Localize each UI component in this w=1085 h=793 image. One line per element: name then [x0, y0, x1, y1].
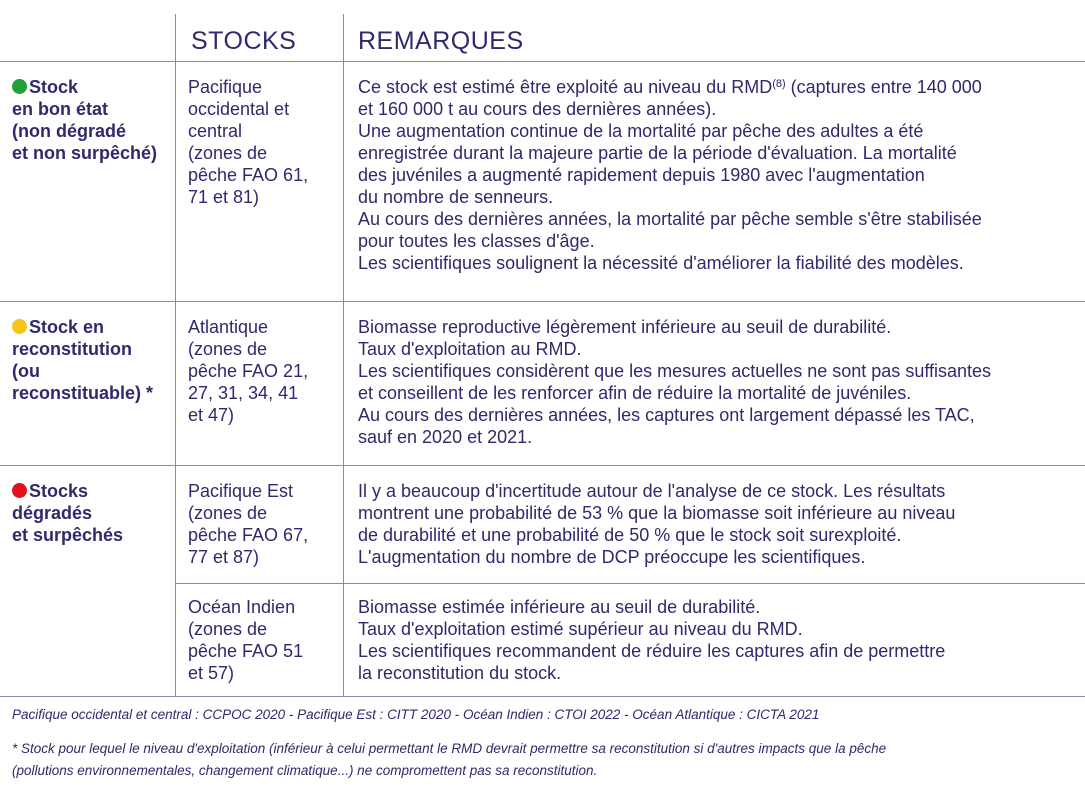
remarks-ocean-indien: [358, 596, 945, 684]
stock-pacifique-occidental: [188, 76, 308, 208]
stock-line: 71 et 81): [188, 187, 260, 207]
stock-line: pêche FAO 67,: [188, 525, 309, 545]
remark-line: Les scientifiques recommandent de réduire les captures afin de permettre: [358, 641, 946, 661]
stock-line: central: [188, 121, 243, 141]
remark-line: Au cours des dernières années, la mortalité par pêche semble s'être stabilisée: [358, 209, 982, 229]
remark-line: pour toutes les classes d'âge.: [358, 231, 595, 251]
remark-line: sauf en 2020 et 2021.: [358, 427, 533, 447]
remark-line: Les scientifiques soulignent la nécessité d'améliorer la fiabilité des modèles.: [358, 253, 964, 273]
remark-line: et 160 000 t au cours des dernières années).: [358, 99, 717, 119]
remark-line: Une augmentation continue de la mortalité par pêche des adultes a été: [358, 121, 924, 141]
remark-line: du nombre de senneurs.: [358, 187, 554, 207]
remark-line: Taux d'exploitation estimé supérieur au niveau du RMD.: [358, 619, 803, 639]
remarks-atlantique: [358, 316, 991, 448]
remark-line: Il y a beaucoup d'incertitude autour de l'analyse de ce stock. Les résultats: [358, 481, 946, 501]
footnote-ref: (8): [772, 78, 786, 90]
stock-pacifique-est: [188, 480, 308, 568]
header-stocks: STOCKS: [191, 27, 297, 55]
remark-text: (captures entre 140 000: [785, 77, 982, 97]
stock-line: (zones de: [188, 619, 268, 639]
asterisk-footnote-line-1: * Stock pour lequel le niveau d'exploitation (inférieur à celui permettant le RMD devrait permettre sa reconstitution si d'autres impacts que la pêche: [12, 741, 887, 756]
remark-line: Biomasse estimée inférieure au seuil de durabilité.: [358, 597, 761, 617]
status-degraded-line: dégradés: [12, 503, 93, 523]
stock-ocean-indien: [188, 596, 303, 684]
stock-line: Pacifique: [188, 77, 263, 97]
stock-line: et 47): [188, 405, 235, 425]
row-divider-1: [0, 301, 1085, 302]
stock-line: pêche FAO 51: [188, 641, 304, 661]
stock-line: (zones de: [188, 503, 268, 523]
status-rebuilding-line: reconstituable) *: [12, 383, 154, 403]
table-bottom-divider: [0, 696, 1085, 697]
stock-line: 77 et 87): [188, 547, 260, 567]
remark-line: des juvéniles a augmenté rapidement depuis 1980 avec l'augmentation: [358, 165, 925, 185]
stock-atlantique: [188, 316, 308, 426]
remark-line: L'augmentation du nombre de DCP préoccupe les scientifiques.: [358, 547, 866, 567]
asterisk-footnote-line-2: (pollutions environnementales, changement climatique...) ne compromettent pas sa reconstitution.: [12, 763, 598, 778]
status-degraded-line: Stocks: [29, 481, 89, 501]
stock-line: occidental et: [188, 99, 290, 119]
stock-line: pêche FAO 21,: [188, 361, 309, 381]
status-good-line: en bon état: [12, 99, 109, 119]
stock-line: 27, 31, 34, 41: [188, 383, 299, 403]
row-divider-3: [176, 583, 1085, 584]
sources-footnote: Pacifique occidental et central : CCPOC 2020 - Pacifique Est : CITT 2020 - Océan Indien : CTOI 2022 - Océan Atlantique : CICTA 2021: [12, 707, 820, 722]
remark-line: [358, 76, 982, 98]
remark-line: Les scientifiques considèrent que les mesures actuelles ne sont pas suffisantes: [358, 361, 992, 381]
remark-line: Au cours des dernières années, les captures ont largement dépassé les TAC,: [358, 405, 975, 425]
stock-line: Pacifique Est: [188, 481, 294, 501]
remark-line: montrent une probabilité de 53 % que la biomasse soit inférieure au niveau: [358, 503, 956, 523]
green-dot-icon: [12, 79, 27, 94]
stock-line: Océan Indien: [188, 597, 296, 617]
red-dot-icon: [12, 483, 27, 498]
status-rebuilding-line: reconstitution: [12, 339, 132, 359]
stock-line: (zones de: [188, 339, 268, 359]
remarks-pacifique-est: [358, 480, 955, 568]
header-remarques: REMARQUES: [358, 27, 524, 55]
status-good-line: Stock: [29, 77, 79, 97]
yellow-dot-icon: [12, 319, 27, 334]
remark-line: la reconstitution du stock.: [358, 663, 562, 683]
status-good: [12, 76, 157, 164]
stock-line: pêche FAO 61,: [188, 165, 309, 185]
remark-line: enregistrée durant la majeure partie de la période d'évaluation. La mortalité: [358, 143, 957, 163]
status-degraded-line: et surpêchés: [12, 525, 124, 545]
row-divider-2: [0, 465, 1085, 466]
column-divider-status: [175, 14, 176, 697]
remarks-pacifique-occidental: [358, 76, 982, 274]
remark-line: Biomasse reproductive légèrement inférieure au seuil de durabilité.: [358, 317, 892, 337]
remark-text: Ce stock est estimé être exploité au niveau du RMD: [358, 77, 773, 97]
remark-line: de durabilité et une probabilité de 50 % que le stock soit surexploité.: [358, 525, 902, 545]
stock-line: (zones de: [188, 143, 268, 163]
stock-line: et 57): [188, 663, 235, 683]
status-rebuilding: [12, 316, 153, 404]
status-rebuilding-line: Stock en: [29, 317, 105, 337]
status-good-line: (non dégradé: [12, 121, 127, 141]
column-divider-stocks: [343, 14, 344, 697]
status-good-line: et non surpêché): [12, 143, 158, 163]
status-degraded: [12, 480, 123, 546]
status-rebuilding-line: (ou: [12, 361, 40, 381]
stock-line: Atlantique: [188, 317, 269, 337]
remark-line: Taux d'exploitation au RMD.: [358, 339, 582, 359]
header-divider: [0, 61, 1085, 62]
remark-line: et conseillent de les renforcer afin de réduire la mortalité de juvéniles.: [358, 383, 912, 403]
